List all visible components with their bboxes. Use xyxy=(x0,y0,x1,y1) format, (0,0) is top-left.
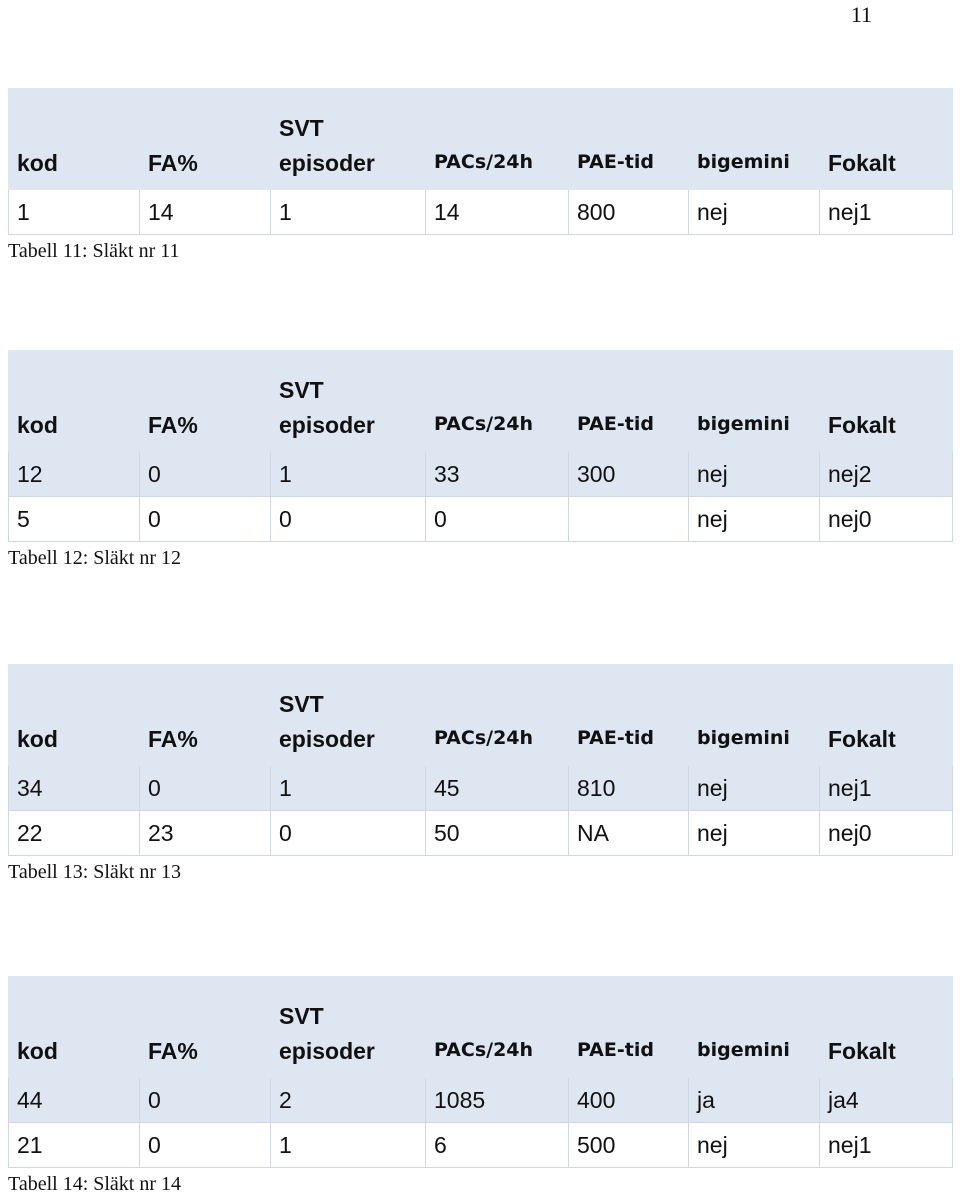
cell: 0 xyxy=(140,497,271,542)
header-bigemini: bigemini xyxy=(689,89,820,190)
table-row xyxy=(9,811,953,856)
header-svt-top: SVT xyxy=(279,377,324,404)
cell: nej1 xyxy=(820,190,953,235)
table-caption: Tabell 13: Släkt nr 13 xyxy=(8,861,182,883)
table-row xyxy=(9,1123,953,1168)
header-svt-bottom: episoder xyxy=(279,150,375,176)
cell: 1 xyxy=(271,452,426,497)
cell: 2 xyxy=(271,1078,426,1123)
cell: 300 xyxy=(569,452,689,497)
cell xyxy=(569,497,689,542)
header-kod: kod xyxy=(9,977,140,1078)
header-pacs: PACs/24h xyxy=(426,665,569,766)
header-bigemini: bigemini xyxy=(689,665,820,766)
cell: 1085 xyxy=(426,1078,569,1123)
header-svt xyxy=(271,89,426,190)
header-fa: FA% xyxy=(140,977,271,1078)
header-fa: FA% xyxy=(140,665,271,766)
cell: 22 xyxy=(9,811,140,856)
cell: 12 xyxy=(9,452,140,497)
header-svt-bottom: episoder xyxy=(279,1038,375,1064)
cell: 1 xyxy=(9,190,140,235)
table-block-14 xyxy=(8,976,952,1196)
cell: 400 xyxy=(569,1078,689,1123)
header-svt xyxy=(271,351,426,452)
table-row xyxy=(9,190,953,235)
table-row xyxy=(9,1078,953,1123)
data-table xyxy=(8,664,953,856)
table-row xyxy=(9,497,953,542)
cell: nej1 xyxy=(820,1123,953,1168)
cell: 1 xyxy=(271,1123,426,1168)
header-svt xyxy=(271,977,426,1078)
cell: nej xyxy=(689,190,820,235)
cell: nej1 xyxy=(820,766,953,811)
cell: nej xyxy=(689,452,820,497)
cell: 21 xyxy=(9,1123,140,1168)
cell: nej2 xyxy=(820,452,953,497)
cell: 34 xyxy=(9,766,140,811)
cell: 6 xyxy=(426,1123,569,1168)
header-pacs: PACs/24h xyxy=(426,977,569,1078)
header-pacs: PACs/24h xyxy=(426,351,569,452)
table-caption: Tabell 11: Släkt nr 11 xyxy=(8,240,180,262)
cell: 33 xyxy=(426,452,569,497)
header-fokalt: Fokalt xyxy=(820,89,953,190)
table-caption: Tabell 12: Släkt nr 12 xyxy=(8,547,182,569)
cell: 14 xyxy=(426,190,569,235)
cell: nej xyxy=(689,497,820,542)
cell: ja4 xyxy=(820,1078,953,1123)
cell: 500 xyxy=(569,1123,689,1168)
header-kod: kod xyxy=(9,351,140,452)
table-row xyxy=(9,452,953,497)
data-table xyxy=(8,976,953,1168)
cell: nej0 xyxy=(820,497,953,542)
header-svt-bottom: episoder xyxy=(279,726,375,752)
cell: nej xyxy=(689,811,820,856)
data-table xyxy=(8,350,953,542)
header-row xyxy=(9,977,953,1078)
cell: 1 xyxy=(271,766,426,811)
header-pae: PAE-tid xyxy=(569,89,689,190)
header-bigemini: bigemini xyxy=(689,977,820,1078)
cell: 45 xyxy=(426,766,569,811)
cell: 0 xyxy=(426,497,569,542)
cell: 810 xyxy=(569,766,689,811)
cell: ja xyxy=(689,1078,820,1123)
header-pacs: PACs/24h xyxy=(426,89,569,190)
table-caption: Tabell 14: Släkt nr 14 xyxy=(8,1173,182,1195)
cell: 800 xyxy=(569,190,689,235)
header-row xyxy=(9,89,953,190)
header-kod: kod xyxy=(9,89,140,190)
cell: nej xyxy=(689,1123,820,1168)
header-row xyxy=(9,665,953,766)
cell: 0 xyxy=(271,497,426,542)
header-row xyxy=(9,351,953,452)
header-svt-top: SVT xyxy=(279,1003,324,1030)
header-fa: FA% xyxy=(140,89,271,190)
header-svt-bottom: episoder xyxy=(279,412,375,438)
cell: 0 xyxy=(140,766,271,811)
cell: 44 xyxy=(9,1078,140,1123)
header-fokalt: Fokalt xyxy=(820,977,953,1078)
header-svt-top: SVT xyxy=(279,691,324,718)
table-block-11 xyxy=(8,88,952,263)
header-svt xyxy=(271,665,426,766)
cell: 23 xyxy=(140,811,271,856)
header-kod: kod xyxy=(9,665,140,766)
header-pae: PAE-tid xyxy=(569,351,689,452)
cell: 5 xyxy=(9,497,140,542)
cell: 0 xyxy=(140,1078,271,1123)
header-fokalt: Fokalt xyxy=(820,665,953,766)
header-svt-top: SVT xyxy=(279,115,324,142)
page-number: 11 xyxy=(850,2,872,27)
cell: NA xyxy=(569,811,689,856)
table-block-12 xyxy=(8,350,952,570)
cell: 0 xyxy=(140,452,271,497)
cell: 0 xyxy=(271,811,426,856)
header-bigemini: bigemini xyxy=(689,351,820,452)
cell: 14 xyxy=(140,190,271,235)
cell: nej0 xyxy=(820,811,953,856)
header-pae: PAE-tid xyxy=(569,665,689,766)
header-fokalt: Fokalt xyxy=(820,351,953,452)
cell: nej xyxy=(689,766,820,811)
cell: 50 xyxy=(426,811,569,856)
table-row xyxy=(9,766,953,811)
cell: 1 xyxy=(271,190,426,235)
header-pae: PAE-tid xyxy=(569,977,689,1078)
data-table xyxy=(8,88,953,235)
header-fa: FA% xyxy=(140,351,271,452)
table-block-13 xyxy=(8,664,952,884)
cell: 0 xyxy=(140,1123,271,1168)
